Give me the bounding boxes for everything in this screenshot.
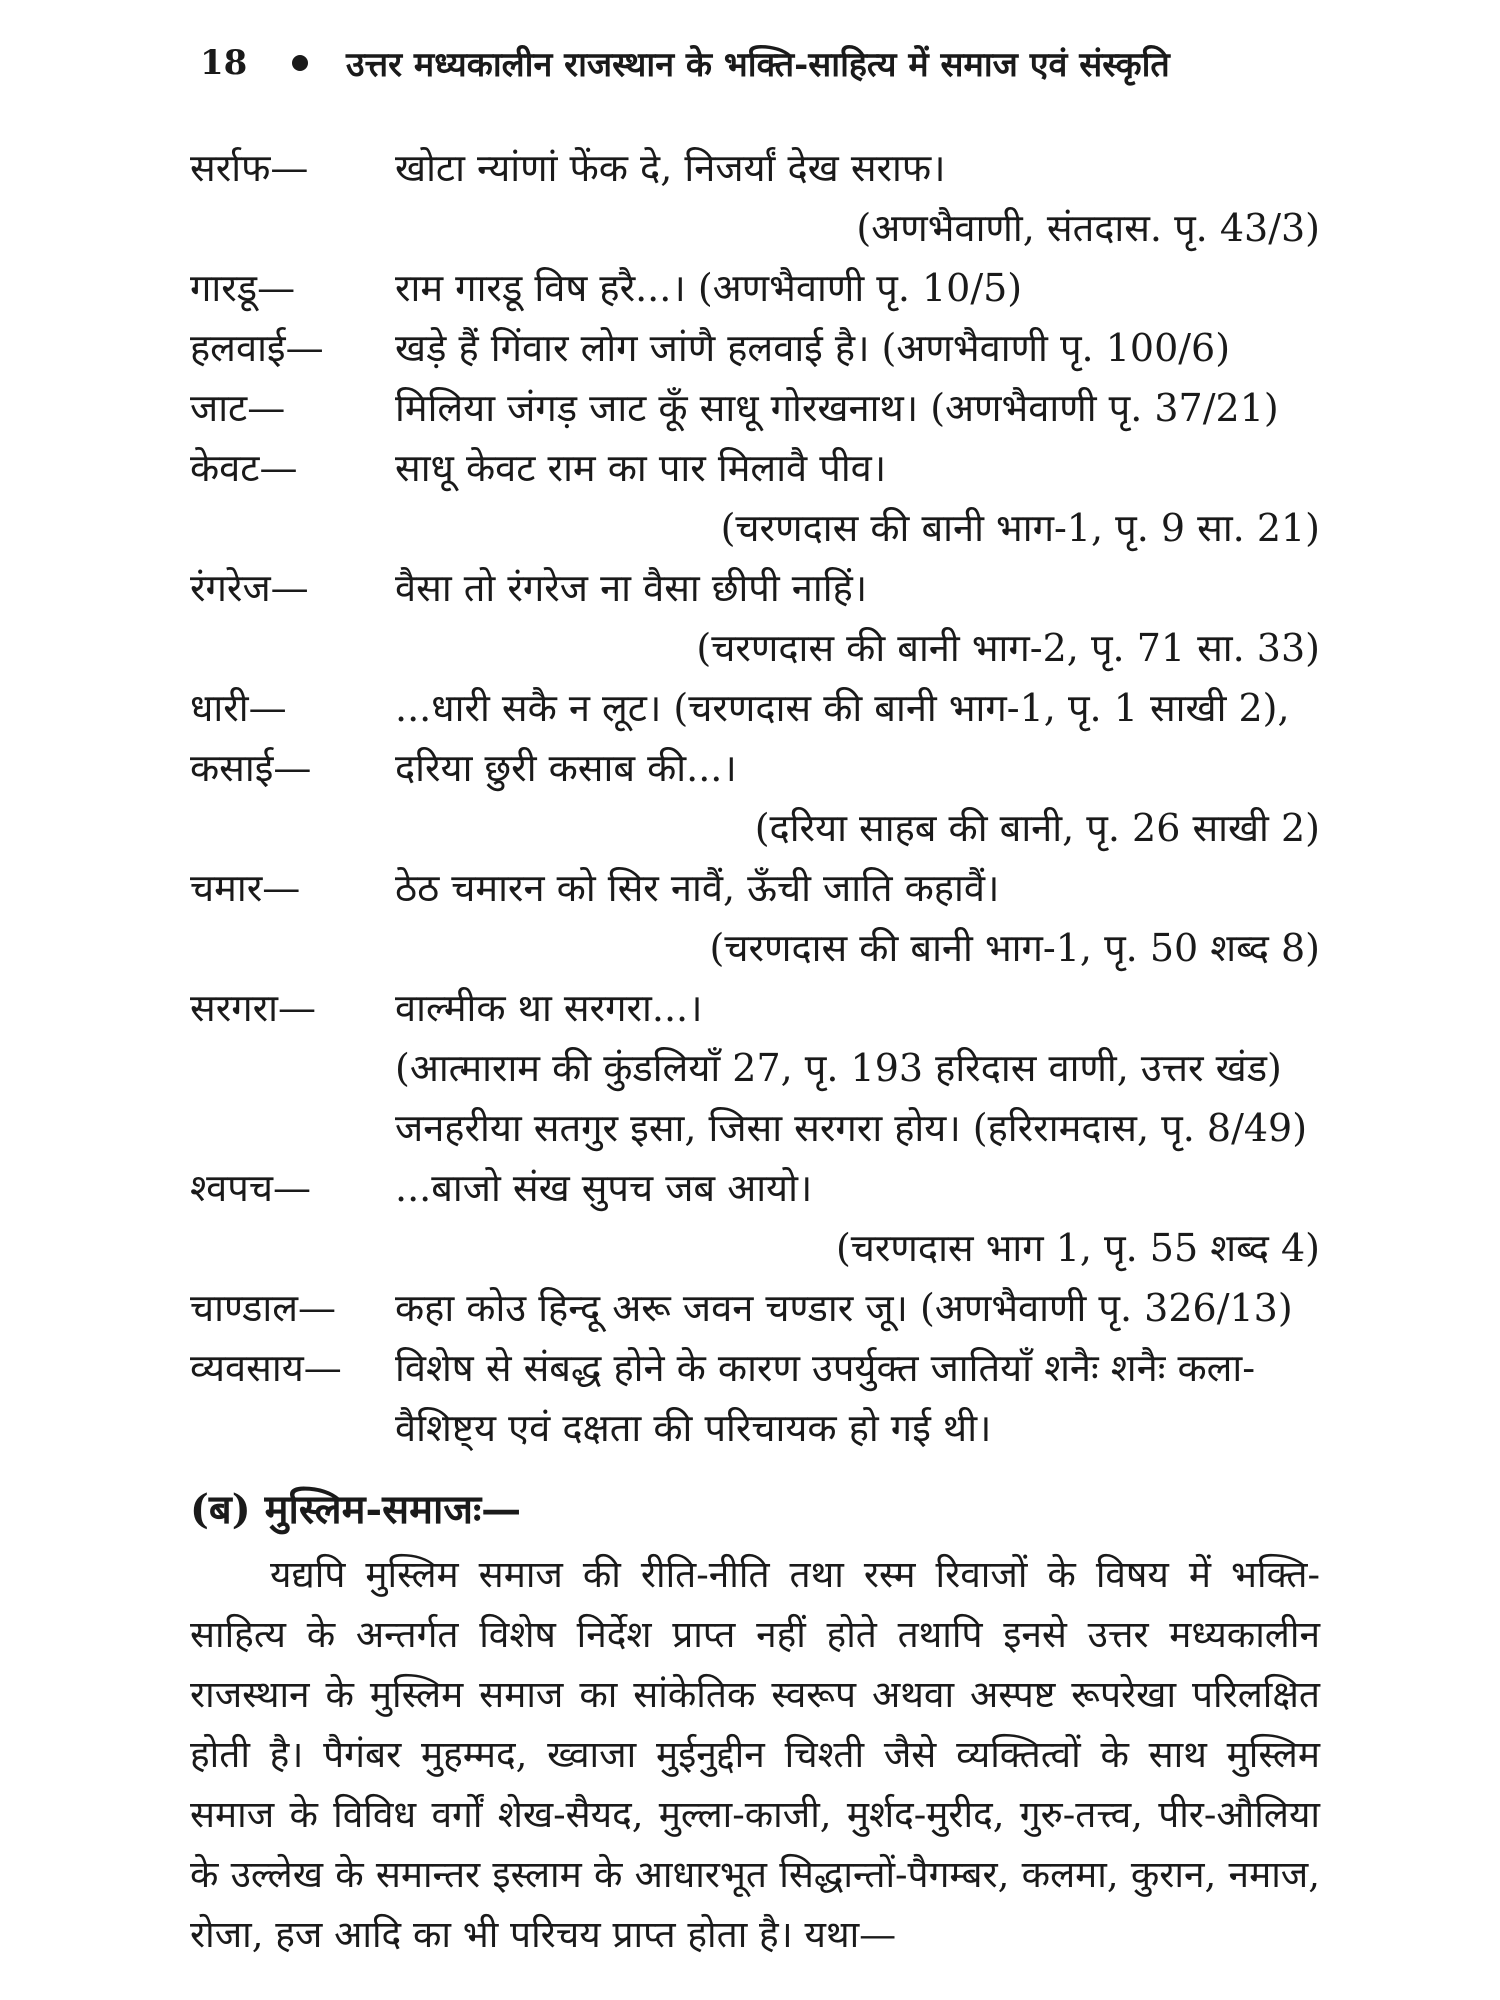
running-title: उत्तर मध्यकालीन राजस्थान के भक्ति-साहित्य में समाज एवं संस्कृति [346,45,1170,85]
entry-term: चाण्डाल— [190,1286,336,1330]
entry-row [190,378,1340,438]
entry [190,978,1340,1158]
entry [190,318,1340,378]
entry-row [190,678,1340,738]
section-heading: (ब) मुस्लिम-समाजः— [190,1486,522,1533]
entry-quote: दरिया छुरी कसाब की...। [395,746,737,790]
entry-term: सर्राफ— [190,146,309,190]
entry [190,378,1340,438]
running-header [200,40,1310,86]
entry-citation: (चरणदास भाग 1, पृ. 55 शब्द 4) [835,1226,1320,1270]
entry-quote: विशेष से संबद्ध होने के कारण उपर्युक्त जातियाँ शनैः शनैः कला- [395,1346,1256,1390]
entry-row [190,558,1340,618]
entry-quote: साधू केवट राम का पार मिलावै पीव। [395,446,887,490]
entry-row [190,858,1340,918]
entry-row [190,978,1340,1038]
entry-citation: (दरिया साहब की बानी, पृ. 26 साखी 2) [754,806,1320,850]
entry-term: जाट— [190,386,286,430]
entry-term: कसाई— [190,746,312,790]
entry [190,678,1340,738]
entry [190,858,1340,978]
entry-quote: वैसा तो रंगरेज ना वैसा छीपी नाहिं। [395,566,868,610]
entry-term: चमार— [190,866,301,910]
entry-quote: खड़े हैं गिंवार लोग जांणै हलवाई है। (अणभैवाणी पृ. 100/6) [395,326,1231,370]
entry-citation: (चरणदास की बानी भाग-1, पृ. 50 शब्द 8) [709,926,1320,970]
entry-quote: ...बाजो संख सुपच जब आयो। [395,1166,813,1210]
entry-citation: (चरणदास की बानी भाग-2, पृ. 71 सा. 33) [696,626,1320,670]
entry [190,1158,1340,1278]
entry [190,438,1340,558]
entry [190,558,1340,678]
caste-entries-list [190,138,1340,1458]
entry [190,1338,1340,1458]
entry-row [190,138,1340,198]
entry-row [190,1278,1340,1338]
entry-term: धारी— [190,686,287,730]
entry-term: व्यवसाय— [190,1346,342,1390]
entry-row [190,738,1340,798]
entry-term: रंगरेज— [190,566,309,610]
entry-term: हलवाई— [190,326,324,370]
entry-quote: वाल्मीक था सरगरा...। [395,986,703,1030]
entry-row [190,1338,1340,1398]
entry-term: गारडू— [190,266,296,310]
entry-term: श्वपच— [190,1166,311,1210]
entry-quote: खोटा न्यांणां फेंक दे, निजर्यां देख सराफ। [395,146,946,190]
entry [190,258,1340,318]
entry-quote: कहा कोउ हिन्दू अरू जवन चण्डार जू। (अणभैवाणी पृ. 326/13) [395,1286,1293,1330]
entry-row [190,318,1340,378]
entry-continuation: (आत्माराम की कुंडलियाँ 27, पृ. 193 हरिदास वाणी, उत्तर खंड) [395,1046,1282,1090]
entry-row [190,258,1340,318]
entry-quote: ठेठ चमारन को सिर नावैं, ऊँची जाति कहावैं। [395,866,1000,910]
body-paragraph: यद्यपि मुस्लिम समाज की रीति-नीति तथा रस्म रिवाजों के विषय में भक्ति-साहित्य के अन्तर्गत विशेष निर्देश प्राप्त नहीं होते तथापि इनसे उत्तर मध्यकालीन राजस्थान के मुस्लिम समाज का सांकेतिक स्वरूप अथवा अस्पष्ट रूपरेखा परिलक्षित होती है। पैगंबर मुहम्मद, ख्वाजा मुईनुद्दीन चिश्ती जैसे व्यक्तित्वों के साथ मुस्लिम समाज के विविध वर्गों शेख-सैयद, मुल्ला-काजी, मुर्शद-मुरीद, गुरु-तत्त्व, पीर-औलिया के उल्लेख के समान्तर इस्लाम के आधारभूत सिद्धान्तों-पैगम्बर, कलमा, कुरान, नमाज, रोजा, हज आदि का भी परिचय प्राप्त होता है। यथा— [190,1553,1320,1956]
entry-citation: (चरणदास की बानी भाग-1, पृ. 9 सा. 21) [720,506,1320,550]
entry-quote: ...धारी सकै न लूट। (चरणदास की बानी भाग-1, पृ. 1 साखी 2), [395,686,1290,730]
bullet-icon [292,55,308,71]
entry-row [190,438,1340,498]
entry-continuation: जनहरीया सतगुर इसा, जिसा सरगरा होय। (हरिरामदास, पृ. 8/49) [395,1106,1308,1150]
entry-continuation: वैशिष्ट्य एवं दक्षता की परिचायक हो गई थी। [395,1406,992,1450]
entry-citation: (अणभैवाणी, संतदास. पृ. 43/3) [856,206,1320,250]
entry [190,738,1340,858]
page-number: 18 [200,43,248,83]
entry [190,1278,1340,1338]
entry-row [190,1158,1340,1218]
entry-term: सरगरा— [190,986,317,1030]
entry [190,138,1340,258]
entry-quote: मिलिया जंगड़ जाट कूँ साधू गोरखनाथ। (अणभैवाणी पृ. 37/21) [395,386,1279,430]
entry-quote: राम गारडू विष हरै...। (अणभैवाणी पृ. 10/5) [395,266,1023,310]
entry-term: केवट— [190,446,298,490]
